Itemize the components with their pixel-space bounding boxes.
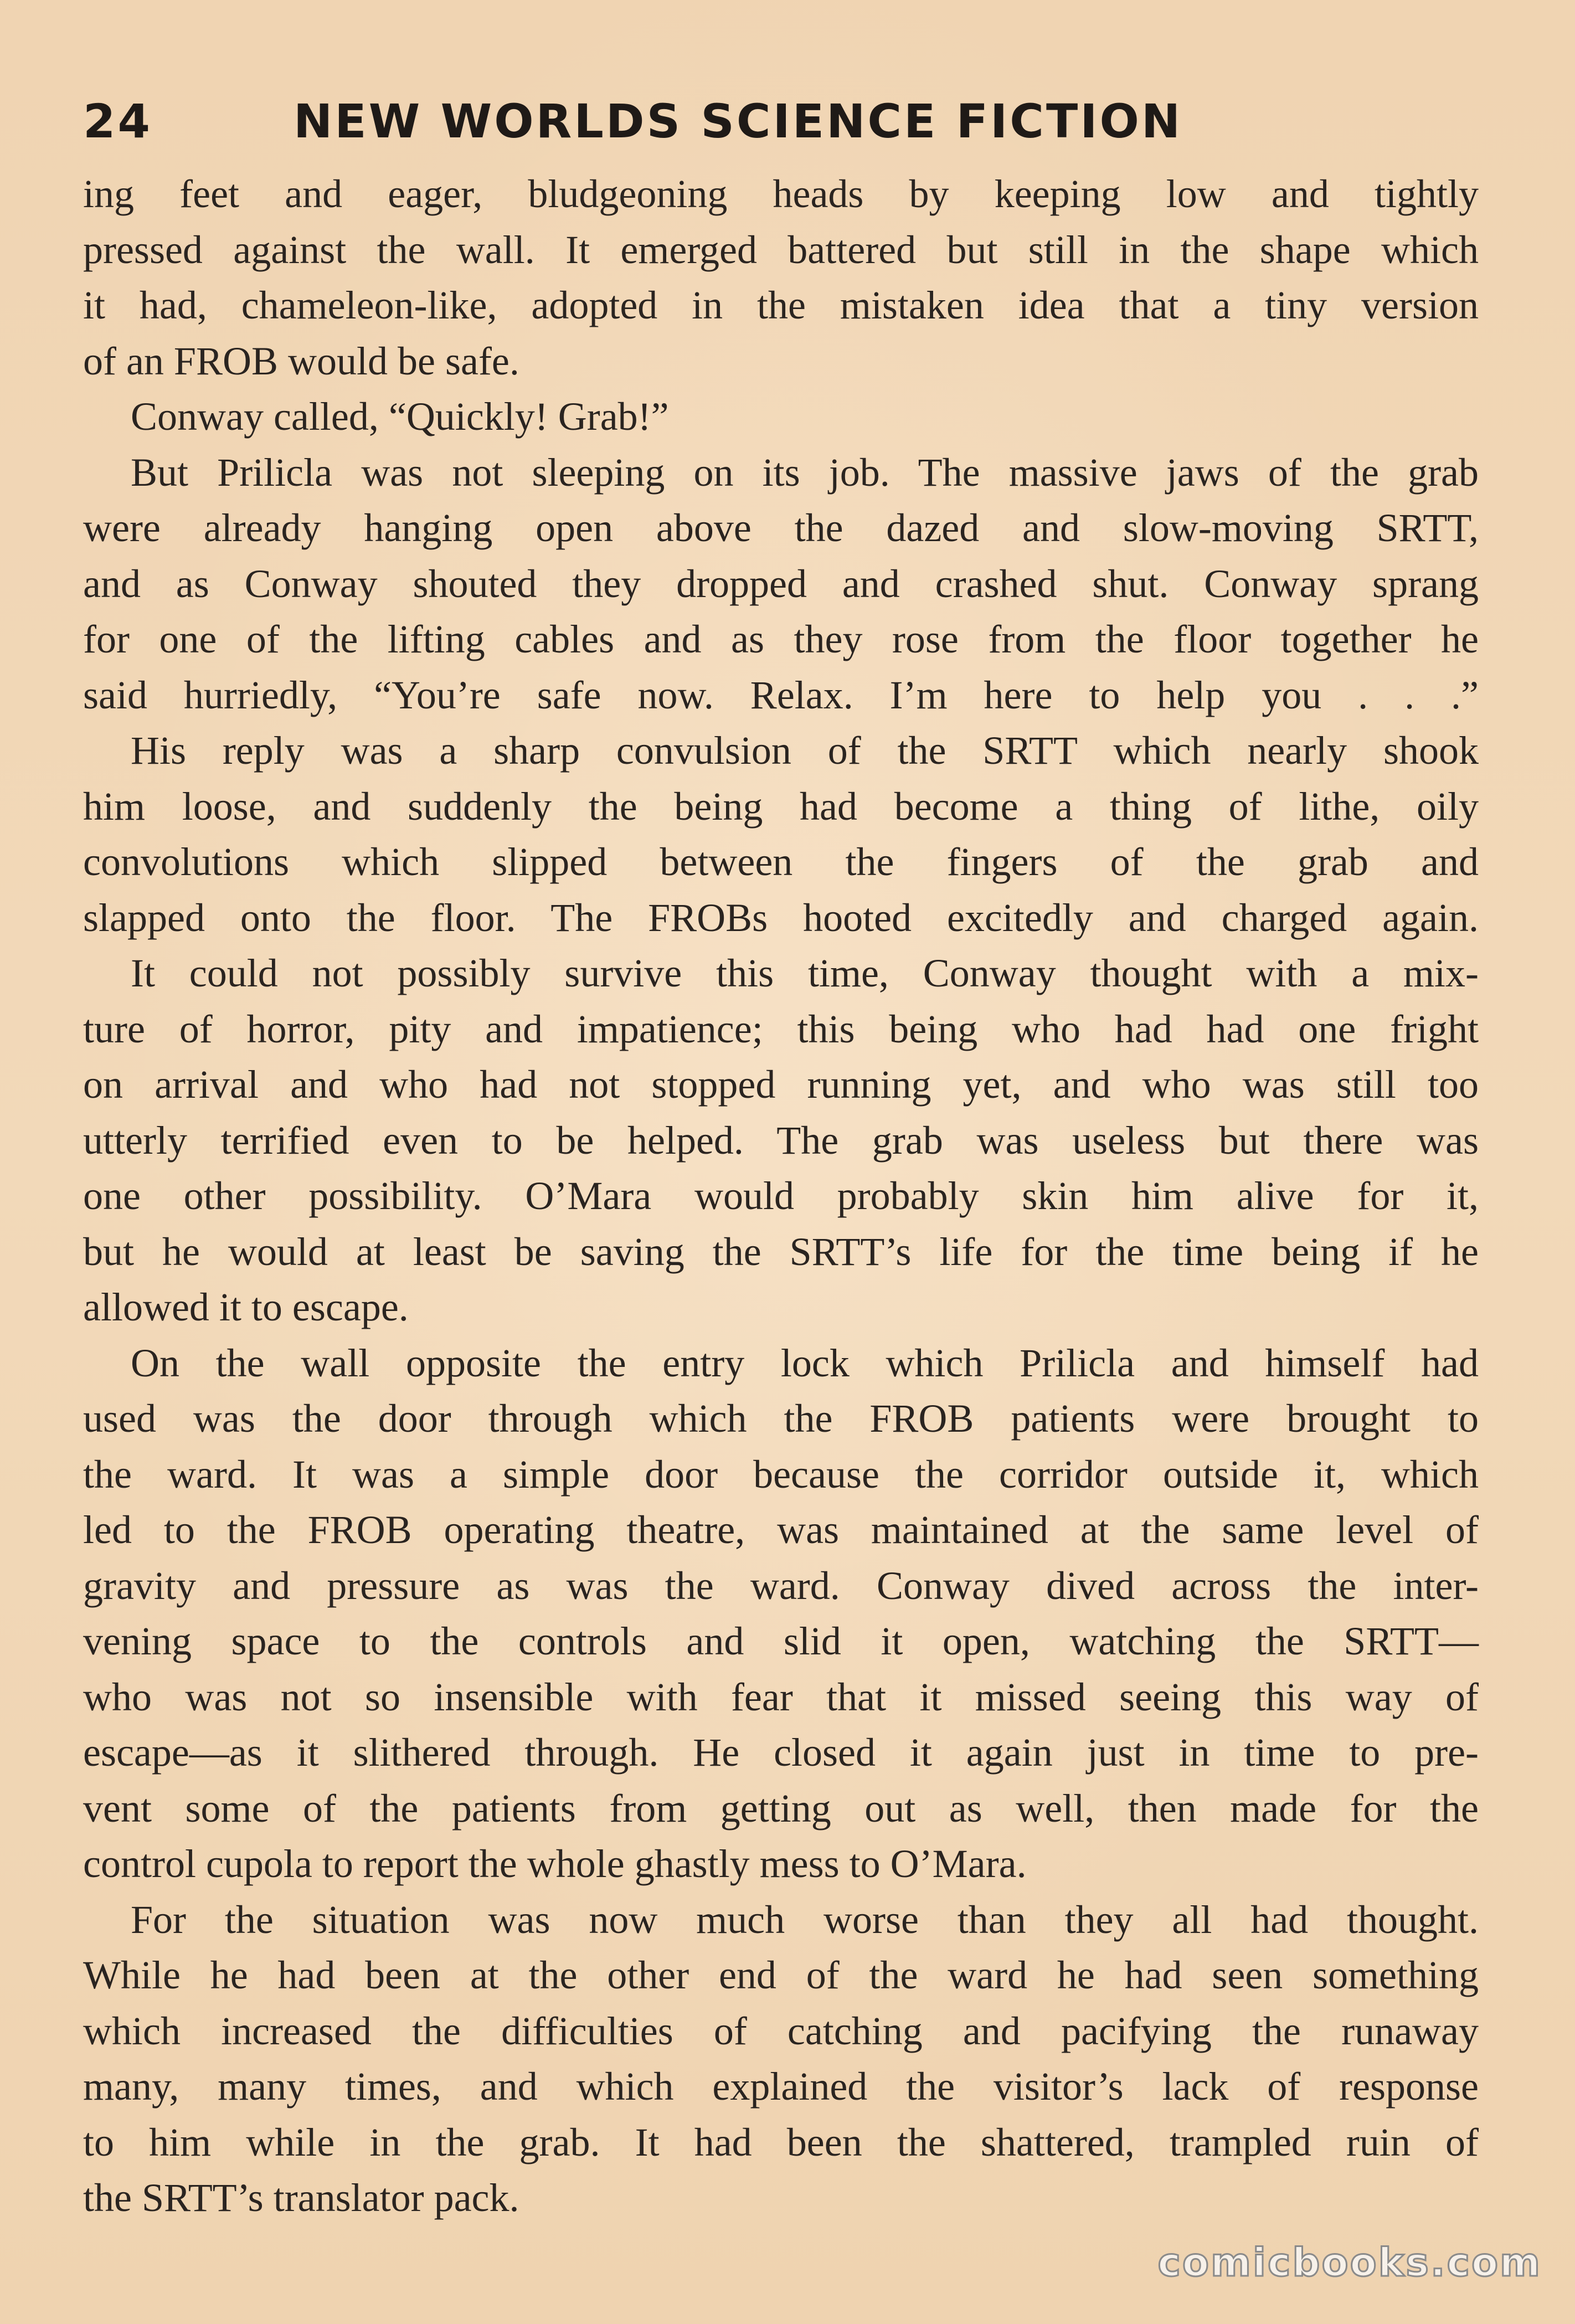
text-line: vent some of the patients from getting out as well, then made for the [83, 1786, 1479, 1831]
text-line: convolutions which slipped between the fingers of the grab and [83, 840, 1479, 884]
text-line: ture of horror, pity and impatience; this being who had had one fright [83, 1006, 1479, 1051]
text-line: of an FROB would be safe. [83, 338, 519, 383]
text-line: which increased the difficulties of catching and pacifying the runaway [83, 2008, 1479, 2053]
text-line: led to the FROB operating theatre, was maintained at the same level of [83, 1508, 1479, 1552]
text-line: the SRTT’s translator pack. [83, 2176, 519, 2220]
text-line: For the situation was now much worse than they all had thought. [131, 1897, 1479, 1942]
text-line: were already hanging open above the dazed and slow-moving SRTT, [83, 506, 1479, 550]
text-line: said hurriedly, “You’re safe now. Relax. I’m here to help you . . .” [83, 672, 1479, 717]
story-text [83, 166, 1479, 2226]
text-line: but he would at least be saving the SRTT’s life for the time being if he [83, 1229, 1479, 1274]
text-line: Conway called, “Quickly! Grab!” [131, 394, 669, 439]
text-line: it had, chameleon-like, adopted in the mistaken idea that a tiny version [83, 283, 1479, 327]
text-line: control cupola to report the whole ghastly mess to O’Mara. [83, 1842, 1027, 1886]
text-line: slapped onto the floor. The FROBs hooted excitedly and charged again. [83, 895, 1479, 940]
text-line: vening space to the controls and slid it open, watching the SRTT— [83, 1619, 1479, 1663]
text-line: While he had been at the other end of the ward he had seen something [83, 1953, 1479, 1997]
text-line: escape—as it slithered through. He closed it again just in time to pre- [83, 1730, 1479, 1775]
text-line: to him while in the grab. It had been the shattered, trampled ruin of [83, 2120, 1479, 2164]
page-header [83, 83, 1490, 161]
text-line: who was not so insensible with fear that it missed seeing this way of [83, 1674, 1479, 1719]
running-title: NEW WORLDS SCIENCE FICTION [294, 94, 1183, 148]
page-number: 24 [83, 94, 152, 148]
text-line: On the wall opposite the entry lock which Prilicla and himself had [131, 1340, 1479, 1385]
text-line: It could not possibly survive this time, Conway thought with a mix- [131, 951, 1479, 995]
text-line: used was the door through which the FROB patients were brought to [83, 1396, 1479, 1441]
text-line: His reply was a sharp convulsion of the SRTT which nearly shook [131, 728, 1479, 773]
text-line: him loose, and suddenly the being had become a thing of lithe, oily [83, 784, 1479, 829]
text-line: and as Conway shouted they dropped and crashed shut. Conway sprang [83, 561, 1479, 606]
site-watermark: comicbooks.com [1157, 2240, 1542, 2285]
text-line: the ward. It was a simple door because the corridor outside it, which [83, 1452, 1479, 1497]
text-line: for one of the lifting cables and as they rose from the floor together he [83, 617, 1479, 661]
text-line: ing feet and eager, bludgeoning heads by keeping low and tightly [83, 172, 1479, 216]
text-line: gravity and pressure as was the ward. Conway dived across the inter- [83, 1563, 1479, 1608]
text-line: pressed against the wall. It emerged battered but still in the shape which [83, 227, 1479, 272]
text-line: many, many times, and which explained the visitor’s lack of response [83, 2064, 1479, 2109]
text-line: on arrival and who had not stopped running yet, and who was still too [83, 1062, 1479, 1107]
text-line: But Prilicla was not sleeping on its job. The massive jaws of the grab [131, 450, 1479, 495]
text-line: allowed it to escape. [83, 1285, 409, 1329]
text-line: one other possibility. O’Mara would probably skin him alive for it, [83, 1174, 1479, 1218]
text-line: utterly terrified even to be helped. The grab was useless but there was [83, 1118, 1479, 1163]
